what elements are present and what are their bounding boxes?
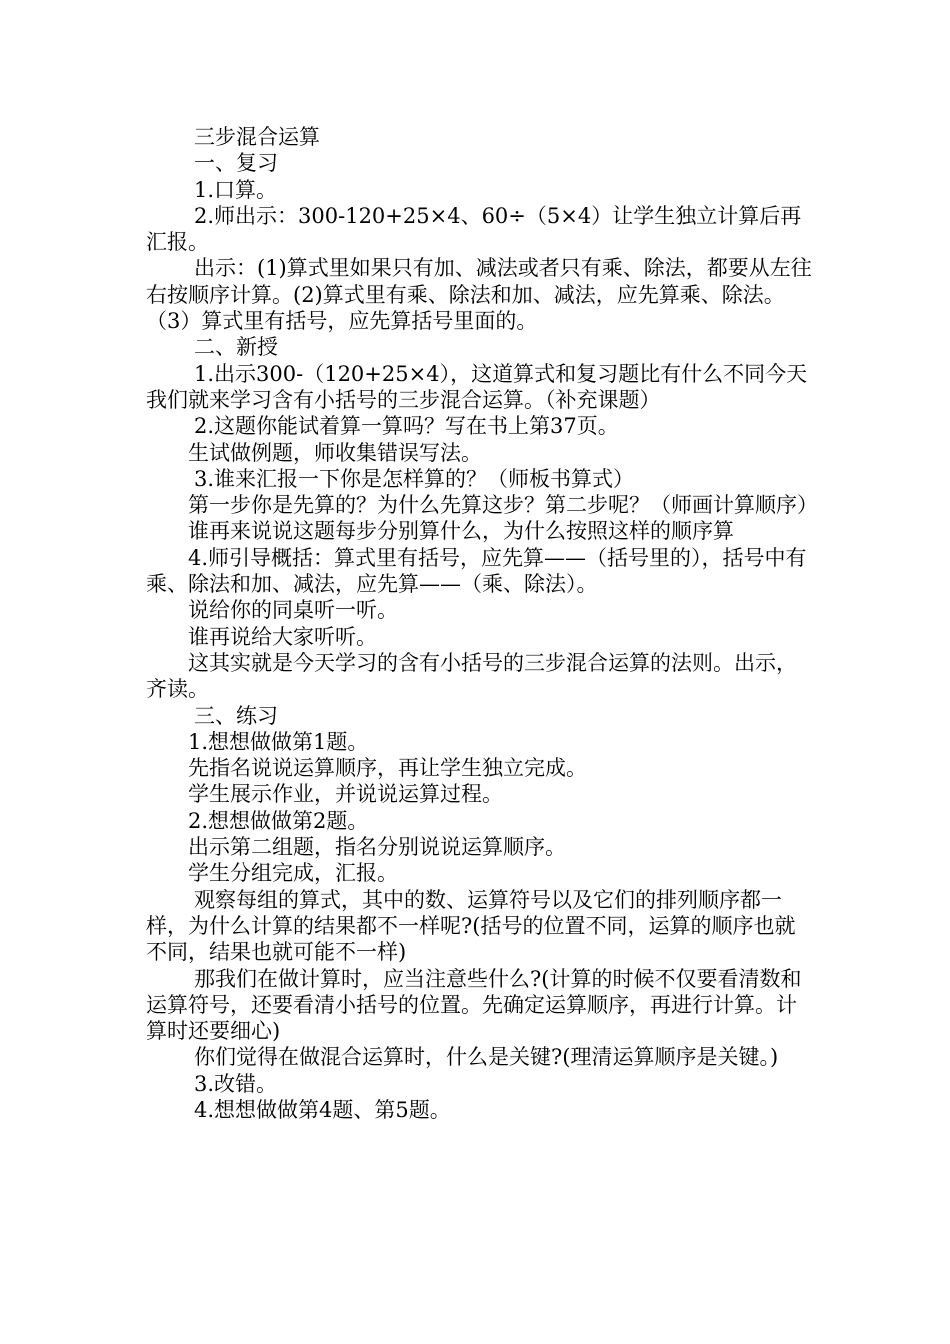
paragraph: 2.想想做做第2题。 (188, 808, 369, 833)
paragraph: 1.出示300-（120+25×4），这道算式和复习题比有什么不同今天我们就来学习含有小括号的三步混合运算。（补充课题） (146, 361, 808, 412)
paragraph: 第一步你是先算的？为什么先算这步？第二步呢？（师画计算顺序） (188, 493, 818, 518)
paragraph: 学生展示作业，并说说运算过程。 (188, 782, 503, 807)
paragraph: 4.师引导概括：算式里有括号，应先算——（括号里的），括号中有乘、除法和加、减法，应先算——（乘、除法）。 (146, 545, 807, 597)
paragraph: 1.口算。 (194, 177, 278, 202)
paragraph: 先指名说说运算顺序，再让学生独立完成。 (188, 756, 587, 781)
paragraph: 观察每组的算式，其中的数、运算符号以及它们的排列顺序都一样，为什么计算的结果都不一样呢?(括号的位置不同，运算的顺序也就不同，结果也就可能不一样) (146, 887, 796, 965)
document-title: 三步混合运算 (194, 125, 320, 149)
paragraph: 说给你的同桌听一听。 (188, 598, 398, 623)
paragraph: 4.想想做做第4题、第5题。 (194, 1097, 451, 1122)
section-heading-review: 一、复习 (194, 151, 278, 176)
paragraph: 这其实就是今天学习的含有小括号的三步混合运算的法则。出示，齐读。 (146, 650, 797, 702)
paragraph: 那我们在做计算时，应当注意些什么?(计算的时候不仅要看清数和运算符号，还要看清小括号的位置。先确定运算顺序，再进行计算。计算时还要细心) (146, 966, 802, 1044)
document-body (146, 124, 816, 1123)
paragraph: 1.想想做做第1题。 (188, 729, 369, 754)
paragraph: 出示第二组题，指名分别说说运算顺序。 (188, 835, 566, 860)
section-heading-practice: 三、练习 (194, 703, 278, 728)
paragraph: 3.谁来汇报一下你是怎样算的？（师板书算式） (194, 466, 635, 491)
paragraph: 你们觉得在做混合运算时，什么是关键?(理清运算顺序是关键。) (194, 1045, 779, 1070)
paragraph: 2.这题你能试着算一算吗？写在书上第37页。 (194, 414, 619, 439)
paragraph: 出示：(1)算式里如果只有加、减法或者只有乘、除法，都要从左往右按顺序计算。(2)算式里有乘、除法和加、减法，应先算乘、除法。（3）算式里有括号，应先算括号里面的。 (146, 256, 812, 334)
paragraph: 谁再来说说这题每步分别算什么，为什么按照这样的顺序算 (188, 519, 734, 544)
paragraph: 3.改错。 (194, 1071, 278, 1096)
paragraph: 2.师出示：300-120+25×4、60÷（5×4）让学生独立计算后再汇报。 (146, 203, 802, 255)
section-heading-new-lesson: 二、新授 (194, 335, 278, 360)
paragraph: 学生分组完成，汇报。 (188, 861, 398, 886)
paragraph: 谁再说给大家听听。 (188, 624, 377, 649)
paragraph: 生试做例题，师收集错误写法。 (188, 440, 482, 465)
